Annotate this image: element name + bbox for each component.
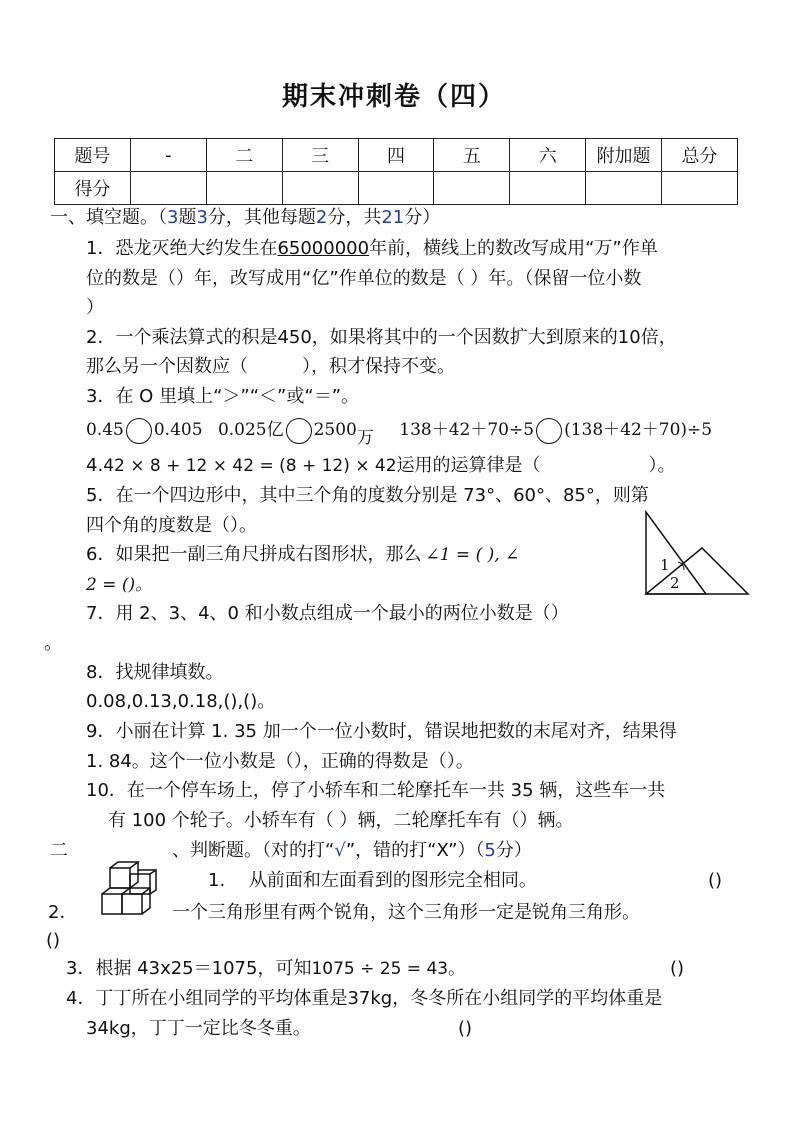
question-8-line-2: 0.08,0.13,0.18,(),()。 — [86, 691, 276, 712]
cube — [110, 868, 130, 888]
score-table-score-row — [55, 172, 738, 205]
score-table-header-cell: 二 — [206, 139, 282, 172]
score-table-header-cell: 四 — [358, 139, 434, 172]
question-1-line-1: 1．恐龙灭绝大约发生在65000000年前，横线上的数改写成用“万”作单 — [86, 238, 658, 259]
question-2-line-1: 2．一个乘法算式的积是450，如果将其中的一个因数扩大到原来的10倍， — [86, 327, 677, 348]
score-table-header-cell: - — [130, 139, 206, 172]
compare-circle[interactable] — [536, 418, 562, 444]
question-9-line-2: 1. 84。这个一位小数是（），正确的得数是（）。 — [86, 751, 474, 772]
score-cell[interactable] — [130, 172, 206, 205]
score-cell[interactable] — [434, 172, 510, 205]
judge-question-2-number: 2． — [48, 902, 78, 923]
score-table-header-cell: 六 — [510, 139, 586, 172]
score-cell[interactable] — [586, 172, 662, 205]
question-4: 4.42 × 8 + 12 × 42 = (8 + 12) × 42运用的运算律是（ ）。 — [86, 455, 676, 476]
cube-stack-figure — [100, 858, 162, 916]
question-7-line-1: 7．用 2、3、4、0 和小数点组成一个最小的两位小数是（） — [86, 603, 569, 624]
cube — [102, 894, 122, 914]
score-cell[interactable] — [662, 172, 738, 205]
judge-question-4-line-1: 4．丁丁所在小组同学的平均体重是37kg，冬冬所在小组同学的平均体重是 — [66, 988, 663, 1009]
check-mark-icon: √ — [334, 840, 346, 861]
question-1-line-3: ） — [86, 297, 104, 318]
question-5-line-2: 四个角的度数是（）。 — [86, 515, 257, 536]
angle-1-label: 1 — [660, 556, 670, 574]
judge-question-3: 3．根据 43x25＝1075，可知1075 ÷ 25 = 43。 — [66, 958, 466, 979]
score-table-header-row — [55, 139, 738, 172]
score-table-header-cell: 三 — [282, 139, 358, 172]
section2-heading: 、判断题。（对的打“√”，错的打“X”）（5分） — [172, 840, 532, 861]
judge-question-4-line-2: 34kg，丁丁一定比冬冬重。 — [86, 1018, 311, 1039]
set-square-figure — [640, 508, 752, 596]
compare-circle[interactable] — [126, 418, 152, 444]
angle-2-label: 2 — [670, 574, 680, 592]
judge-answer-paren-4[interactable]: () — [458, 1018, 473, 1039]
score-table-header-cell: 五 — [434, 139, 510, 172]
page-title: 期末冲刺卷（四） — [282, 82, 507, 112]
judge-question-1: 1. 从前面和左面看到的图形完全相同。 — [208, 870, 537, 891]
question-9-line-1: 9．小丽在计算 1. 35 加一个一位小数时，错误地把数的末尾对齐，结果得 — [86, 721, 677, 742]
section2-heading-number: 二 — [50, 840, 68, 861]
score-table-row-label: 得分 — [55, 172, 131, 205]
question-3-line-1: 3．在 O 里填上“＞”“＜”或“＝”。 — [86, 386, 360, 407]
judge-answer-paren-2[interactable]: () — [46, 930, 61, 951]
judge-answer-paren-1[interactable]: () — [708, 870, 723, 891]
score-cell[interactable] — [282, 172, 358, 205]
question-10-line-1: 10．在一个停车场上，停了小轿车和二轮摩托车一共 35 辆，这些车一共 — [86, 780, 666, 801]
question-3-comparisons: 0.45 0.405 0.025亿 2500万 138＋42＋70÷5 (138＋42＋70)÷5 — [86, 416, 712, 444]
section1-heading: 一、填空题。（3题3分，其他每题2分，共21分） — [50, 207, 441, 228]
score-table-header-cell: 总分 — [662, 139, 738, 172]
question-8-line-1: 8．找规律填数。 — [86, 662, 224, 683]
judge-answer-paren-3[interactable]: () — [670, 958, 685, 979]
score-table-header-cell: 题号 — [55, 139, 131, 172]
score-cell[interactable] — [206, 172, 282, 205]
score-cell[interactable] — [510, 172, 586, 205]
question-1-line-2: 位的数是（）年，改写成用“亿”作单位的数是（ ）年。（保留一位小数 — [86, 268, 642, 289]
question-6-line-1: 6．如果把一副三角尺拼成右图形状，那么 ∠1 = ( ), ∠ — [86, 544, 520, 565]
cube — [122, 894, 142, 914]
question-10-line-2: 有 100 个轮子。小轿车有（ ）辆，二轮摩托车有（）辆。 — [108, 810, 574, 831]
score-table — [54, 138, 738, 205]
question-6-line-2: 2 = ()。 — [86, 575, 153, 595]
score-table-header-cell: 附加题 — [586, 139, 662, 172]
judge-question-2: 一个三角形里有两个锐角，这个三角形一定是锐角三角形。 — [172, 902, 640, 923]
compare-circle[interactable] — [286, 418, 312, 444]
question-5-line-1: 5．在一个四边形中，其中三个角的度数分别是 73°、60°、85°，则第 — [86, 485, 649, 506]
question-7-line-2: 。 — [44, 633, 62, 654]
score-cell[interactable] — [358, 172, 434, 205]
question-2-line-2: 那么另一个因数应（ ），积才保持不变。 — [86, 356, 455, 377]
